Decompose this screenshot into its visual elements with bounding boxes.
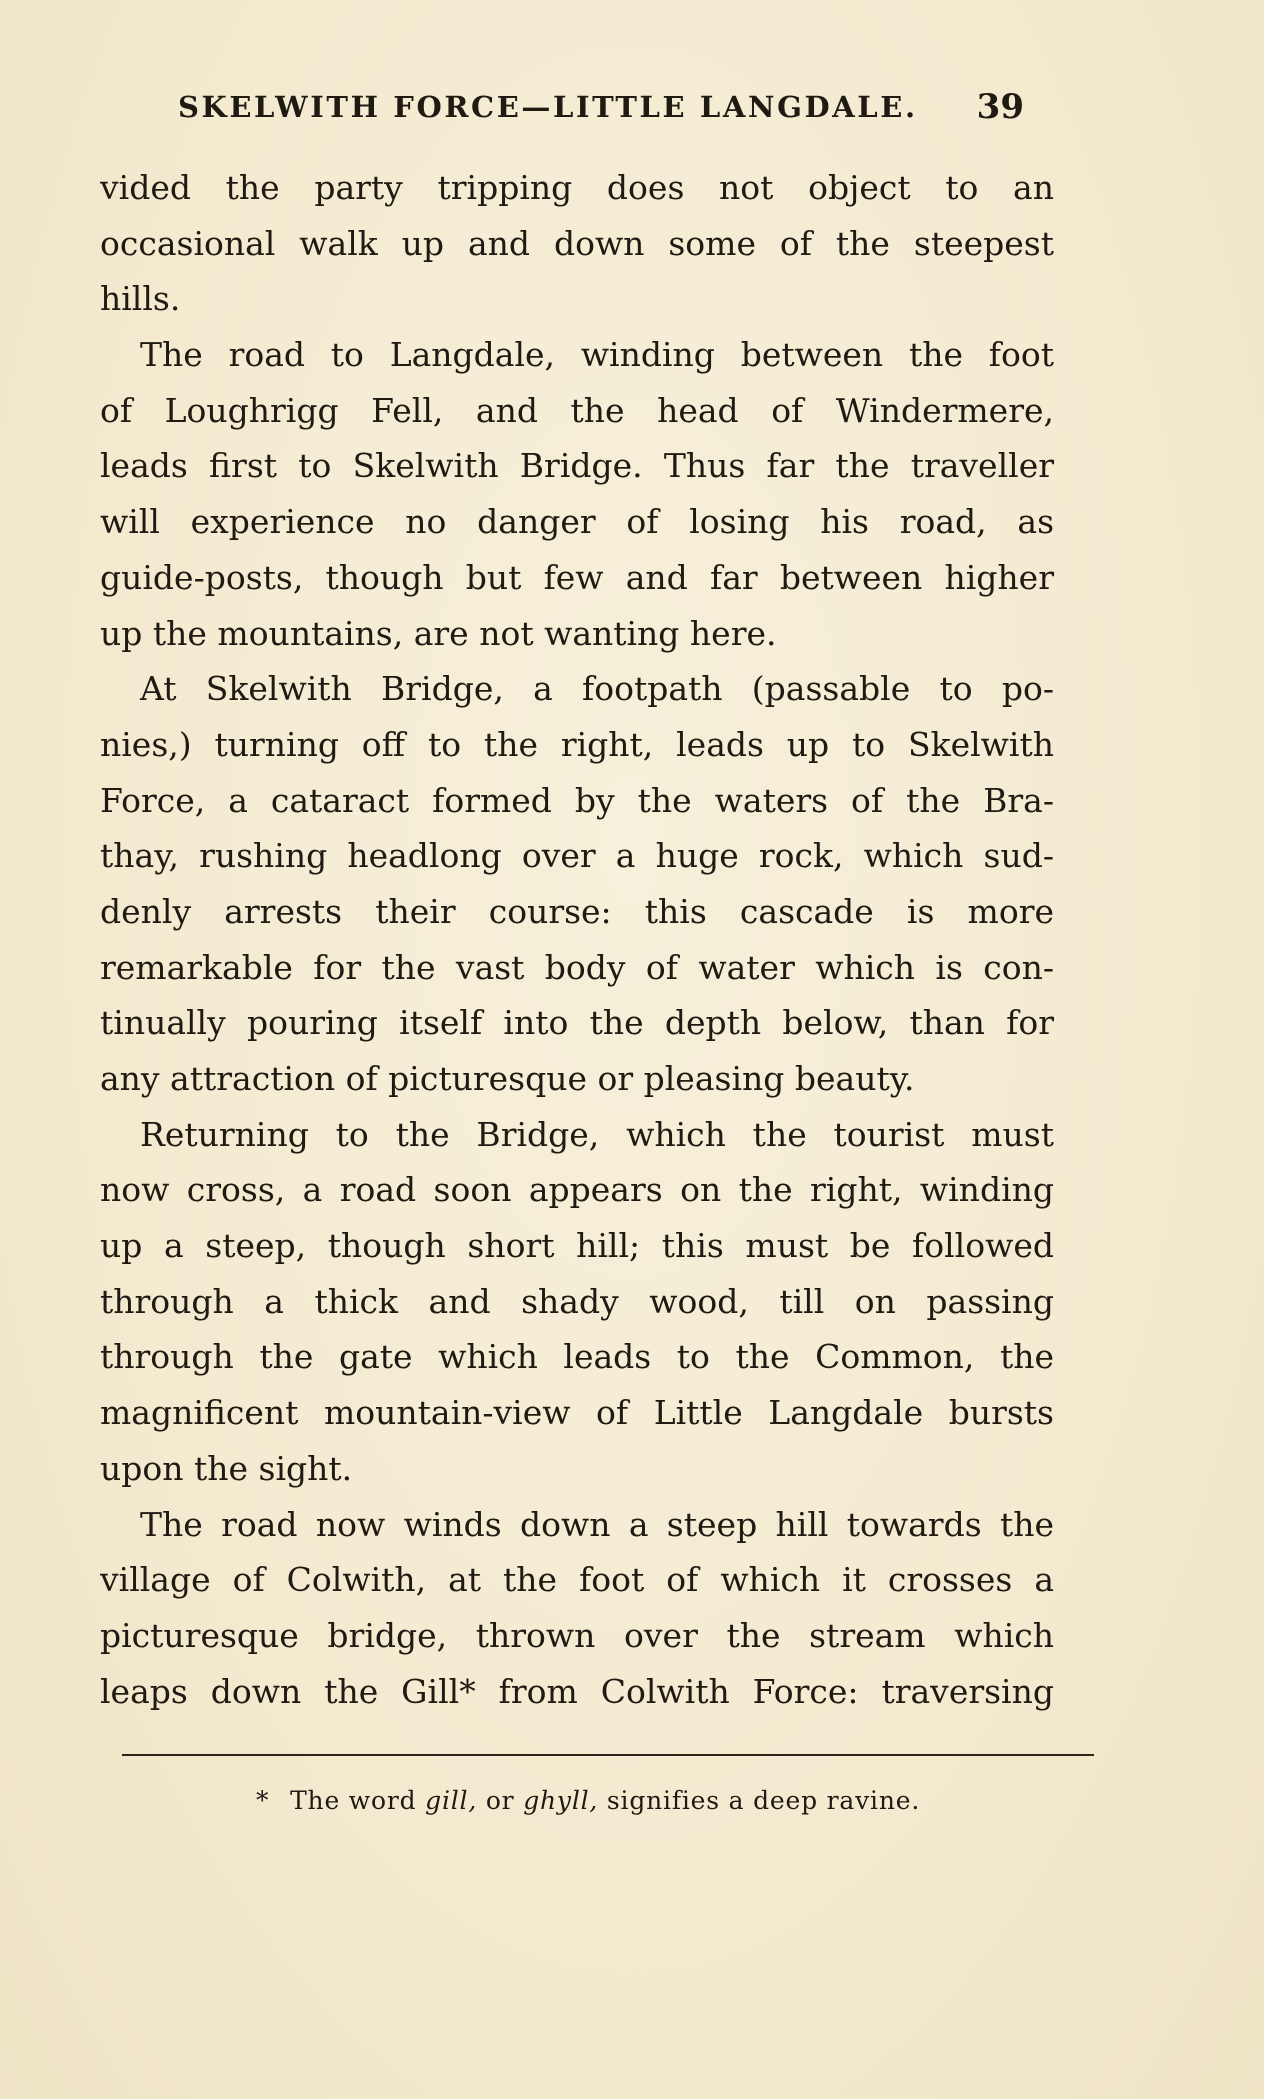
paragraph-start-line: The road to Langdale, winding between the foot: [140, 335, 1054, 375]
text-line: guide-posts, though but few and far between higher: [100, 557, 1054, 597]
text-line: thay, rushing headlong over a huge rock, which sud-: [100, 836, 1054, 876]
text-line: denly arrests their course: this cascade is more: [100, 891, 1054, 931]
running-head: [160, 82, 1030, 132]
paragraph-start-line: Returning to the Bridge, which the tourist must: [140, 1114, 1054, 1154]
footnote-term: gill,: [425, 1786, 478, 1815]
text-line: leads first to Skelwith Bridge. Thus far the traveller: [100, 446, 1054, 486]
footnote-marker: *: [256, 1786, 270, 1815]
footnote-text: or: [485, 1786, 515, 1815]
text-line: through the gate which leads to the Common, the: [100, 1337, 1054, 1377]
text-line: will experience no danger of losing his road, as: [100, 502, 1054, 542]
text-line: magnificent mountain-view of Little Langdale bursts: [100, 1393, 1054, 1433]
text-line: through a thick and shady wood, till on passing: [100, 1281, 1054, 1321]
footnote: [256, 1786, 920, 1815]
footnote-text: signifies a deep ravine.: [606, 1786, 921, 1815]
text-line: vided the party tripping does not object to an: [100, 168, 1054, 207]
text-line: upon the sight.: [100, 1448, 353, 1488]
text-line: tinually pouring itself into the depth below, than for: [100, 1003, 1054, 1043]
footnote-term: ghyll,: [523, 1786, 599, 1815]
text-line: hills.: [100, 279, 181, 319]
body-text: [100, 160, 1054, 1719]
text-line: leaps down the Gill* from Colwith Force: traversing: [100, 1671, 1054, 1711]
text-line: of Loughrigg Fell, and the head of Windermere,: [100, 390, 1054, 430]
text-line: occasional walk up and down some of the steepest: [100, 223, 1054, 263]
text-line: any attraction of picturesque or pleasing beauty.: [100, 1059, 915, 1098]
paragraph-start-line: The road now winds down a steep hill towards the: [140, 1504, 1054, 1544]
text-line: up the mountains, are not wanting here.: [100, 613, 777, 653]
text-line: Force, a cataract formed by the waters of the Bra-: [100, 780, 1054, 820]
running-title: SKELWITH FORCE—LITTLE LANGDALE.: [178, 90, 918, 124]
text-line: picturesque bridge, thrown over the stream which: [100, 1615, 1054, 1655]
paragraph-start-line: At Skelwith Bridge, a footpath (passable to po-: [140, 669, 1054, 709]
page-number: 39: [976, 87, 1024, 127]
footnote-text: The word: [290, 1786, 417, 1815]
text-line: nies,) turning off to the right, leads up to Skelwith: [100, 724, 1054, 764]
text-line: now cross, a road soon appears on the right, winding: [100, 1170, 1054, 1210]
text-line: up a steep, though short hill; this must be followed: [100, 1226, 1054, 1266]
text-line: village of Colwith, at the foot of which it crosses a: [100, 1560, 1054, 1600]
footnote-rule: [122, 1754, 1094, 1756]
text-line: remarkable for the vast body of water which is con-: [100, 947, 1054, 987]
